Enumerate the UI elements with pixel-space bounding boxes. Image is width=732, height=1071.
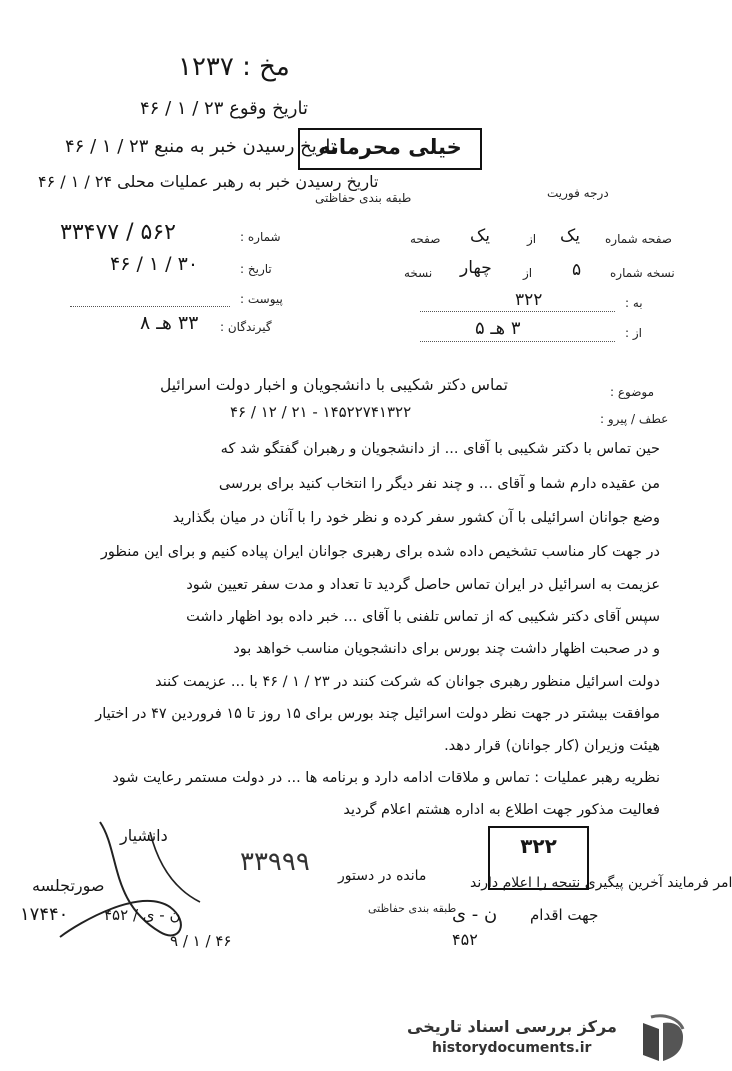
stamp-code: ۳۳۹۹۹ (240, 847, 310, 877)
number-value: ۵۶۲ / ۳۳۴۷۷ (60, 220, 176, 245)
body-line: هیئت وزیران (کار جوانان) قرار دهد. (444, 738, 660, 754)
mid-code-2: ۴۵۲ (452, 930, 478, 949)
body-line: دولت اسرائیل منظور رهبری جوانان که شرکت کنند در ۲۳ / ۱ / ۴۶ با ... عزیمت کنند (155, 674, 660, 690)
note-line: نظریه رهبر عملیات : تماس و ملاقات ادامه دارد و برنامه ها ... در دولت مستمر رعایت شود (112, 770, 660, 786)
unit-receipt-date: تاریخ رسیدن خبر به رهبر عملیات محلی ۲۴ / ۱ / ۴۶ (38, 172, 379, 191)
body-line: در جهت کار مناسب تشخیص داده شده برای رهبری جوانان ایران پیاده کنیم و برای این منظور (100, 544, 660, 560)
footer (0, 990, 700, 1071)
page-of-value: یک (470, 226, 490, 246)
right-note: امر فرمایند آخرین پیگیری نتیجه را اعلام دارند (470, 875, 732, 891)
page-value: یک (560, 226, 580, 246)
classification-stamp (298, 128, 482, 170)
stamp-text: مانده در دستور (338, 868, 427, 884)
page-suffix: صفحه (410, 232, 441, 246)
copy-of-label: از (523, 266, 533, 280)
from-line (420, 341, 615, 342)
body-line: عزیمت به اسرائیل در ایران تماس حاصل گردید تا تعداد و مدت سفر تعیین شود (186, 577, 660, 593)
page-of-label: از (527, 232, 537, 246)
date-value: ۳۰ / ۱ / ۴۶ (110, 253, 199, 275)
left-code-1: ن - ی / ۴۵۲ (104, 906, 181, 924)
mid-text: جهت اقدام (530, 906, 599, 924)
serial-number: مخ : ۱۲۳۷ (178, 52, 290, 82)
left-note-1: صورتجلسه (32, 876, 105, 895)
recipients-value: ۳۳ هـ ۸ (140, 312, 199, 334)
body-line: حین تماس با دکتر شکیبی با آقای ... از دانشجویان و رهبران گفتگو شد که (220, 441, 660, 457)
subject-label: موضوع : (610, 385, 655, 399)
copy-value: ۵ (572, 260, 582, 280)
page-label: صفحه شماره (605, 232, 672, 246)
left-code-2: ۴۶ / ۱ / ۹ (170, 932, 232, 950)
mid-code: ن - ی (452, 904, 498, 925)
priority-label: درجه فوریت (547, 186, 609, 200)
from-label: از : (625, 326, 642, 340)
copy-label: نسخه شماره (610, 266, 675, 280)
body-line: سپس آقای دکتر شکیبی که از تماس تلفنی با آقای ... خبر داده بود اظهار داشت (186, 609, 660, 625)
archive-logo-icon (635, 1011, 689, 1065)
to-value: ۳۲۲ (515, 290, 543, 310)
stamp-number: ۳۲۲ (520, 834, 557, 858)
date-label: تاریخ : (240, 262, 272, 276)
body-line: و در صحبت اظهار داشت چند بورس برای دانشجویان مناسب خواهد بود (233, 641, 660, 657)
attachment-label: پیوست : (240, 292, 283, 306)
reference-label: عطف / پیرو : (600, 412, 669, 426)
bottom-classification-label: طبقه بندی حفاظتی (368, 902, 457, 915)
attachment-line (70, 306, 230, 307)
receipt-date: تاریخ رسیدن خبر به منبع ۲۳ / ۱ / ۴۶ (65, 136, 336, 157)
footer-website[interactable]: historydocuments.ir (432, 1040, 592, 1056)
copy-suffix: نسخه (404, 266, 433, 280)
classification-label: طبقه بندی حفاظتی (315, 191, 412, 205)
left-note-2: ۱۷۴۴۰ (20, 904, 69, 925)
to-line (420, 311, 615, 312)
recipients-label: گیرندگان : (220, 320, 272, 334)
body-line: موافقت بیشتر در جهت نظر دولت اسرائیل چند بورس برای ۱۵ روز تا ۱۵ فروردین ۴۷ در اختیار (95, 706, 660, 722)
footer-center-name: مرکز بررسی اسناد تاریخی (407, 1017, 617, 1036)
event-date: تاریخ وقوع ۲۳ / ۱ / ۴۶ (140, 98, 308, 119)
body-line: من عقیده دارم شما و آقای ... و چند نفر دیگر را انتخاب کنید برای بررسی (218, 476, 660, 492)
reference-value: ۱۴۵۲۲۷۴۱۳۲۲ - ۲۱ / ۱۲ / ۴۶ (230, 403, 412, 421)
classification-stamp-text: خیلی محرمانه (318, 135, 462, 159)
number-label: شماره : (240, 230, 281, 244)
subject-value: تماس دکتر شکیبی با دانشجویان و اخبار دولت اسرائیل (160, 376, 508, 394)
to-label: به : (625, 296, 643, 310)
from-value: ۳ هـ ۵ (475, 318, 521, 339)
signature-label: دانشیار (120, 826, 168, 845)
note-line: فعالیت مذکور جهت اطلاع به اداره هشتم اعلام گردید (343, 802, 660, 818)
body-line: وضع جوانان اسرائیلی با آن کشور سفر کرده و نظر خود را با آنان در میان بگذارید (172, 510, 660, 526)
copy-of-value: چهار (460, 258, 492, 278)
